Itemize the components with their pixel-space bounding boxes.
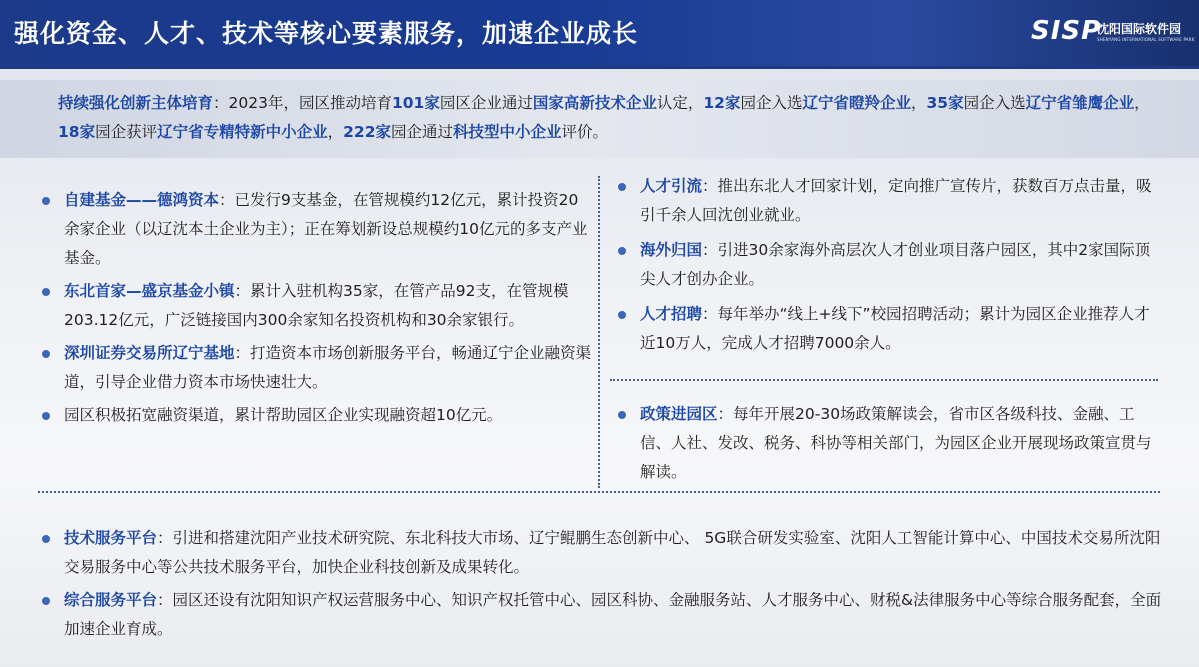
item-text: ：每年开展20-30场政策解读会，省市区各级科技、金融、工信、人社、发改、税务、科协等相关部门，为园区企业开展现场政策宣贯与解读。: [640, 405, 1152, 481]
item-lead: 人才引流: [640, 177, 703, 195]
para-text: 园区企业通过: [439, 94, 533, 112]
item-lead: 自建基金——德鸿资本: [64, 191, 220, 209]
list-item: [42, 586, 1167, 644]
policy-list: [618, 400, 1163, 487]
bullet-dot-icon: [618, 183, 626, 191]
vertical-divider: [598, 176, 600, 488]
para-highlight: 辽宁省专精特新中小企业: [157, 123, 328, 141]
item-lead: 海外归国: [640, 241, 703, 259]
item-text: ：打造资本市场创新服务平台，畅通辽宁企业融资渠道，引导企业借力资本市场快速壮大。: [64, 344, 592, 391]
item-text: ：引进和搭建沈阳产业技术研究院、东北科技大市场、辽宁鲲鹏生态创新中心、 5G联合研发实验室、沈阳人工智能计算中心、中国技术交易所沈阳交易服务中心等公共技术服务平台，加快企业科技创新及成果转化。: [64, 529, 1161, 576]
bullet-dot-icon: [42, 197, 50, 205]
item-text: 园区积极拓宽融资渠道，累计帮助园区企业实现融资超10亿元。: [64, 406, 503, 424]
para-text: 认定，: [656, 94, 704, 112]
list-item: [618, 300, 1163, 358]
list-item: [42, 339, 592, 397]
platform-list: [42, 524, 1167, 644]
para-text: ，: [327, 123, 344, 141]
para-number: 101家: [391, 94, 440, 112]
bullet-dot-icon: [42, 350, 50, 358]
list-item: [618, 400, 1163, 487]
logo-text: SISP: [1031, 16, 1102, 46]
list-item: [618, 236, 1163, 294]
bullet-dot-icon: [42, 597, 50, 605]
para-text: 园企入选: [963, 94, 1026, 112]
header-bar: [0, 0, 1199, 69]
list-item: [42, 277, 592, 335]
para-number: 12家: [703, 94, 741, 112]
sisp-logo: [1031, 16, 1195, 50]
item-text: ：已发行9支基金，在管规模约12亿元，累计投资20余家企业（以辽沈本土企业为主）；正在筹划新设总规模约10亿元的多支产业基金。: [64, 191, 588, 267]
item-lead: 技术服务平台: [64, 529, 158, 547]
bullet-dot-icon: [618, 311, 626, 319]
bullet-dot-icon: [618, 247, 626, 255]
para-text: 园企入选: [740, 94, 803, 112]
para-highlight: 辽宁省瞪羚企业: [802, 94, 911, 112]
page-title: 强化资金、人才、技术等核心要素服务，加速企业成长: [14, 19, 639, 48]
item-text: ：每年举办“线上+线下”校园招聘活动；累计为园区企业推荐人才近10万人，完成人才招聘7000余人。: [640, 305, 1150, 352]
para-text: 园企通过: [390, 123, 453, 141]
item-text: ：引进30余家海外高层次人才创业项目落户园区，其中2家国际顶尖人才创办企业。: [640, 241, 1151, 288]
item-lead: 东北首家—盛京基金小镇: [64, 282, 235, 300]
list-item: [618, 172, 1163, 230]
para-number: 222家: [343, 123, 391, 141]
item-text: ：园区还设有沈阳知识产权运营服务中心、知识产权托管中心、园区科协、金融服务站、人才服务中心、财税&法律服务中心等综合服务配套，全面加速企业育成。: [64, 591, 1162, 638]
para-highlight: 科技型中小企业: [453, 123, 562, 141]
bullet-dot-icon: [42, 288, 50, 296]
talent-list: [618, 172, 1163, 358]
para-number: 18家: [58, 123, 96, 141]
bullet-dot-icon: [618, 411, 626, 419]
item-lead: 综合服务平台: [64, 591, 158, 609]
para-text: ，: [910, 94, 927, 112]
item-text: ：累计入驻机构35家，在管产品92支，在管规模203.12亿元，广泛链接国内300余家知名投资机构和30余家银行。: [64, 282, 569, 329]
para-text: 评价。: [561, 123, 609, 141]
item-lead: 人才招聘: [640, 305, 703, 323]
item-lead: 政策进园区: [640, 405, 718, 423]
innovation-paragraph: [58, 89, 1158, 147]
logo-en: SHENYANG INTERNATIONAL SOFTWARE PARK: [1097, 37, 1195, 42]
horizontal-divider: [38, 491, 1160, 493]
item-text: ：推出东北人才回家计划，定向推广宣传片，获数百万点击量，吸引千余人回沈创业就业。: [640, 177, 1152, 224]
funding-list: [42, 186, 592, 430]
logo-cn: 沈阳国际软件园: [1097, 22, 1182, 36]
para-lead: 持续强化创新主体培育: [58, 94, 214, 112]
para-highlight: 辽宁省雏鹰企业: [1025, 94, 1135, 112]
list-item: [42, 524, 1167, 582]
para-number: 35家: [926, 94, 964, 112]
bullet-dot-icon: [42, 535, 50, 543]
bullet-dot-icon: [42, 412, 50, 420]
list-item: [42, 186, 592, 273]
para-text: ：2023年，园区推动培育: [213, 94, 392, 112]
para-text: 园企获评: [95, 123, 158, 141]
list-item: [42, 401, 592, 430]
item-lead: 深圳证券交易所辽宁基地: [64, 344, 235, 362]
right-divider: [610, 379, 1158, 381]
para-text: ，: [1134, 94, 1150, 112]
para-highlight: 国家高新技术企业: [532, 94, 657, 112]
